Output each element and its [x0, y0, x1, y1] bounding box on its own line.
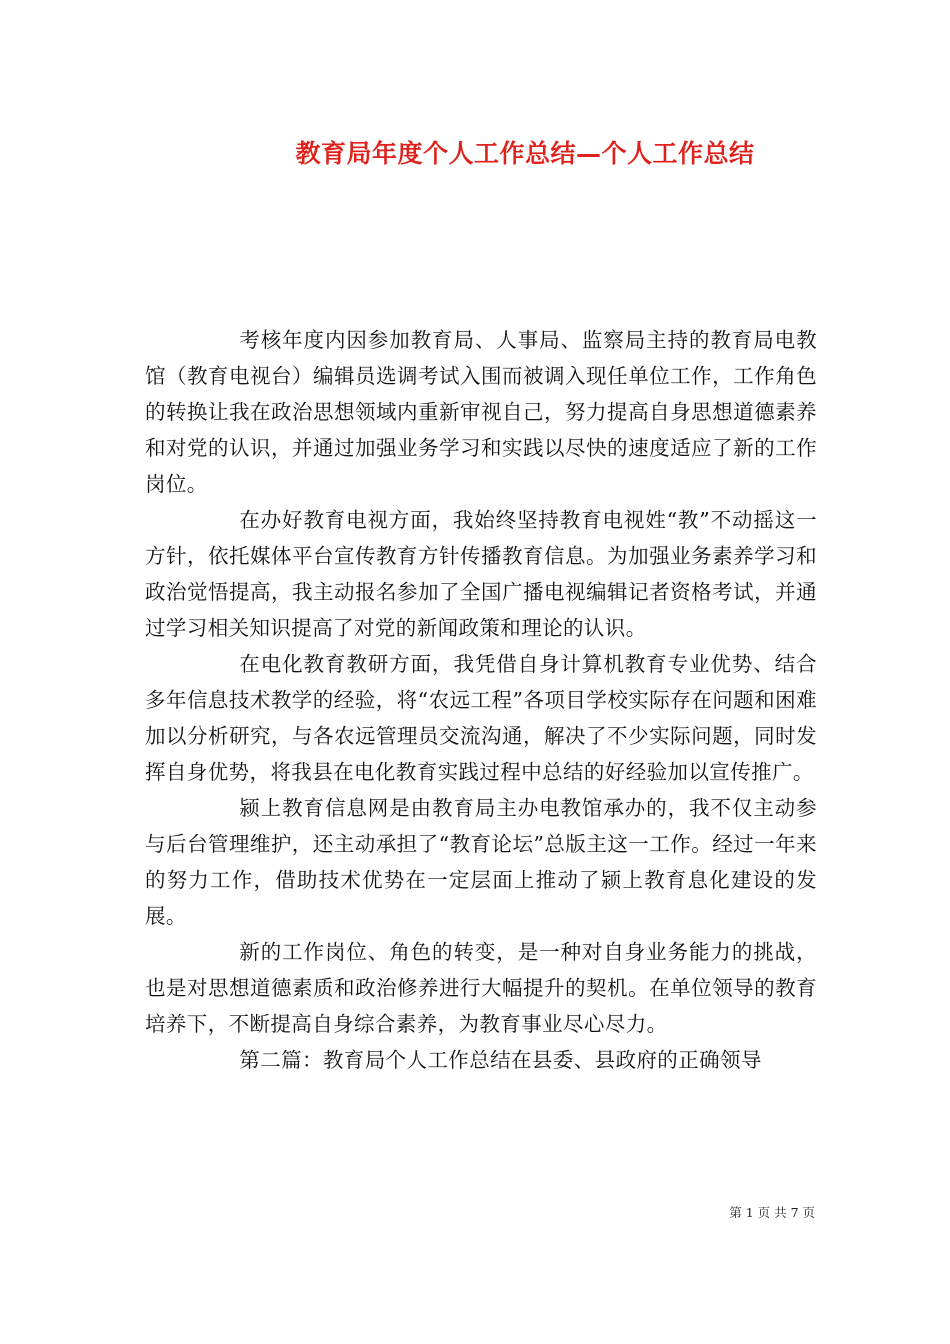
page-number-footer: 第 1 页 共 7 页: [729, 1205, 815, 1220]
document-body: [145, 322, 817, 1078]
paragraph-1: 考核年度内因参加教育局、人事局、监察局主持的教育局电教馆（教育电视台）编辑员选调考试入围而被调入现任单位工作，工作角色的转换让我在政治思想领域内重新审视自己，努力提高自身思想道德素养和对党的认识，并通过加强业务学习和实践以尽快的速度适应了新的工作岗位。: [145, 328, 817, 496]
paragraph-6: 第二篇：教育局个人工作总结在县委、县政府的正确领导: [239, 1048, 762, 1072]
paragraph-2: 在办好教育电视方面，我始终坚持教育电视姓“教”不动摇这一方针，依托媒体平台宣传教育方针传播教育信息。为加强业务素养学习和政治觉悟提高，我主动报名参加了全国广播电视编辑记者资格考试，并通过学习相关知识提高了对党的新闻政策和理论的认识。: [145, 508, 817, 640]
paragraph-5: 新的工作岗位、角色的转变，是一种对自身业务能力的挑战，也是对思想道德素质和政治修养进行大幅提升的契机。在单位领导的教育培养下，不断提高自身综合素养，为教育事业尽心尽力。: [145, 940, 817, 1036]
paragraph-4: 颍上教育信息网是由教育局主办电教馆承办的，我不仅主动参与后台管理维护，还主动承担了“教育论坛”总版主这一工作。经过一年来的努力工作，借助技术优势在一定层面上推动了颍上教育息化建设的发展。: [145, 796, 817, 928]
paragraph-3: 在电化教育教研方面，我凭借自身计算机教育专业优势、结合多年信息技术教学的经验，将“农远工程”各项目学校实际存在问题和困难加以分析研究，与各农远管理员交流沟通，解决了不少实际问题，同时发挥自身优势，将我县在电化教育实践过程中总结的好经验加以宣传推广。: [145, 652, 817, 784]
document-title: 教育局年度个人工作总结—个人工作总结: [295, 139, 755, 168]
